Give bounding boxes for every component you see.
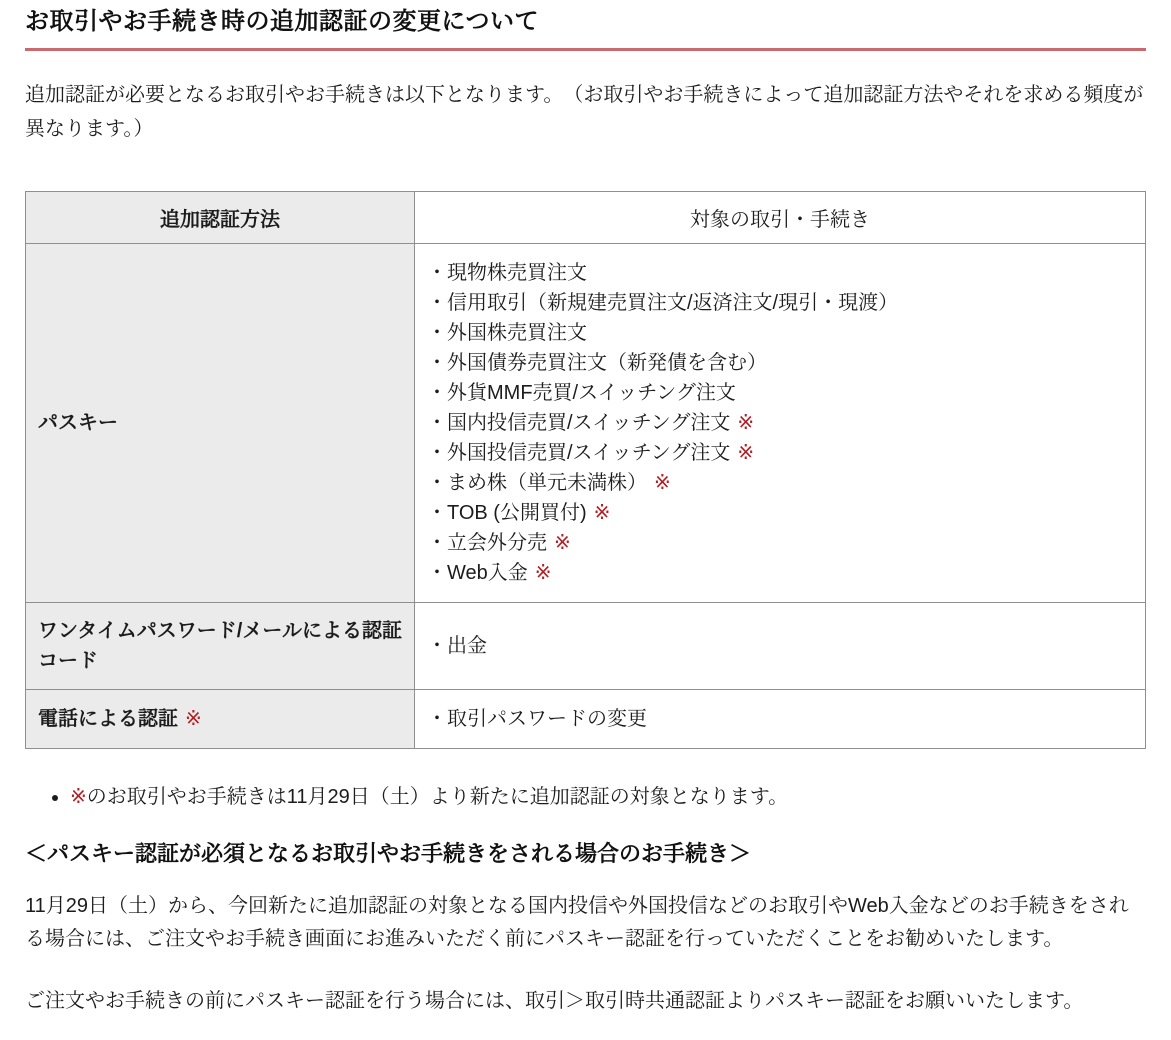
note-item: [70, 782, 1146, 812]
transaction-item: ・現物株売買注文: [427, 262, 587, 285]
transaction-item: ・TOB (公開買付) ※: [427, 502, 611, 525]
auth-table-head: [26, 192, 1146, 244]
new-requirement-mark: ※: [737, 412, 755, 435]
transaction-item: ・外国投信売買/スイッチング注文 ※: [427, 442, 755, 465]
transaction-item: ・まめ株（単元未満株） ※: [427, 472, 671, 495]
transaction-item: ・立会外分売 ※: [427, 532, 571, 555]
auth-methods-table: [25, 191, 1146, 749]
table-row: [26, 244, 1146, 603]
transaction-item: ・国内投信売買/スイッチング注文 ※: [427, 412, 755, 435]
new-requirement-mark: ※: [654, 472, 671, 495]
new-requirement-mark: ※: [70, 786, 87, 809]
header-row: [26, 192, 1146, 244]
target-transactions-cell: [415, 603, 1146, 690]
target-transactions-cell: [415, 244, 1146, 603]
transaction-item: ・出金: [427, 635, 487, 658]
new-requirement-mark: ※: [185, 708, 202, 731]
intro-paragraph: 追加認証が必要となるお取引やお手続きは以下となります。 （お取引やお手続きによって追加認証方法やそれを求める頻度が異なります。）: [25, 84, 1144, 141]
table-row: [26, 603, 1146, 690]
passkey-instruction-paragraph: ご注文やお手続きの前にパスキー認証を行う場合には、取引＞取引時共通認証よりパスキー認証をお願いいたします。: [25, 989, 1084, 1012]
auth-method-cell: 電話による認証 ※: [26, 690, 415, 749]
auth-table-body: [26, 244, 1146, 749]
transaction-item: ・取引パスワードの変更: [427, 708, 647, 731]
notes-list: [25, 782, 1146, 812]
transaction-item: ・信用取引（新規建売買注文/返済注文/現引・現渡）: [427, 292, 899, 315]
note-text: のお取引やお手続きは11月29日（土）より新たに追加認証の対象となります。: [86, 786, 789, 809]
column-header-target-transactions: 対象の取引・手続き: [415, 192, 1146, 244]
title-underline: [25, 48, 1146, 51]
new-requirement-mark: ※: [554, 532, 571, 555]
transaction-item: ・外国債券売買注文（新発債を含む）: [427, 352, 767, 375]
auth-method-cell: ワンタイムパスワード/メールによる認証コード: [26, 603, 415, 690]
page-title: お取引やお手続き時の追加認証の変更について: [25, 8, 540, 35]
new-requirement-mark: ※: [737, 442, 755, 465]
new-requirement-mark: ※: [534, 562, 552, 585]
target-transactions-cell: [415, 690, 1146, 749]
transaction-item: ・Web入金 ※: [427, 562, 552, 585]
section-heading: ＜パスキー認証が必須となるお取引やお手続きをされる場合のお手続き＞: [25, 841, 752, 867]
table-row: [26, 690, 1146, 749]
transaction-item: ・外国株売買注文: [427, 322, 587, 345]
passkey-recommendation-paragraph: 11月29日（土）から、今回新たに追加認証の対象となる国内投信や外国投信などのお取引やWeb入金などのお手続きをされる場合には、ご注文やお手続き画面にお進みいただく前にパスキー認証を行っていただくことをお勧めいたします。: [25, 894, 1129, 950]
column-header-auth-method: 追加認証方法: [26, 192, 415, 244]
new-requirement-mark: ※: [593, 502, 611, 525]
auth-method-cell: パスキー: [26, 244, 415, 603]
transaction-item: ・外貨MMF売買/スイッチング注文: [427, 382, 736, 405]
